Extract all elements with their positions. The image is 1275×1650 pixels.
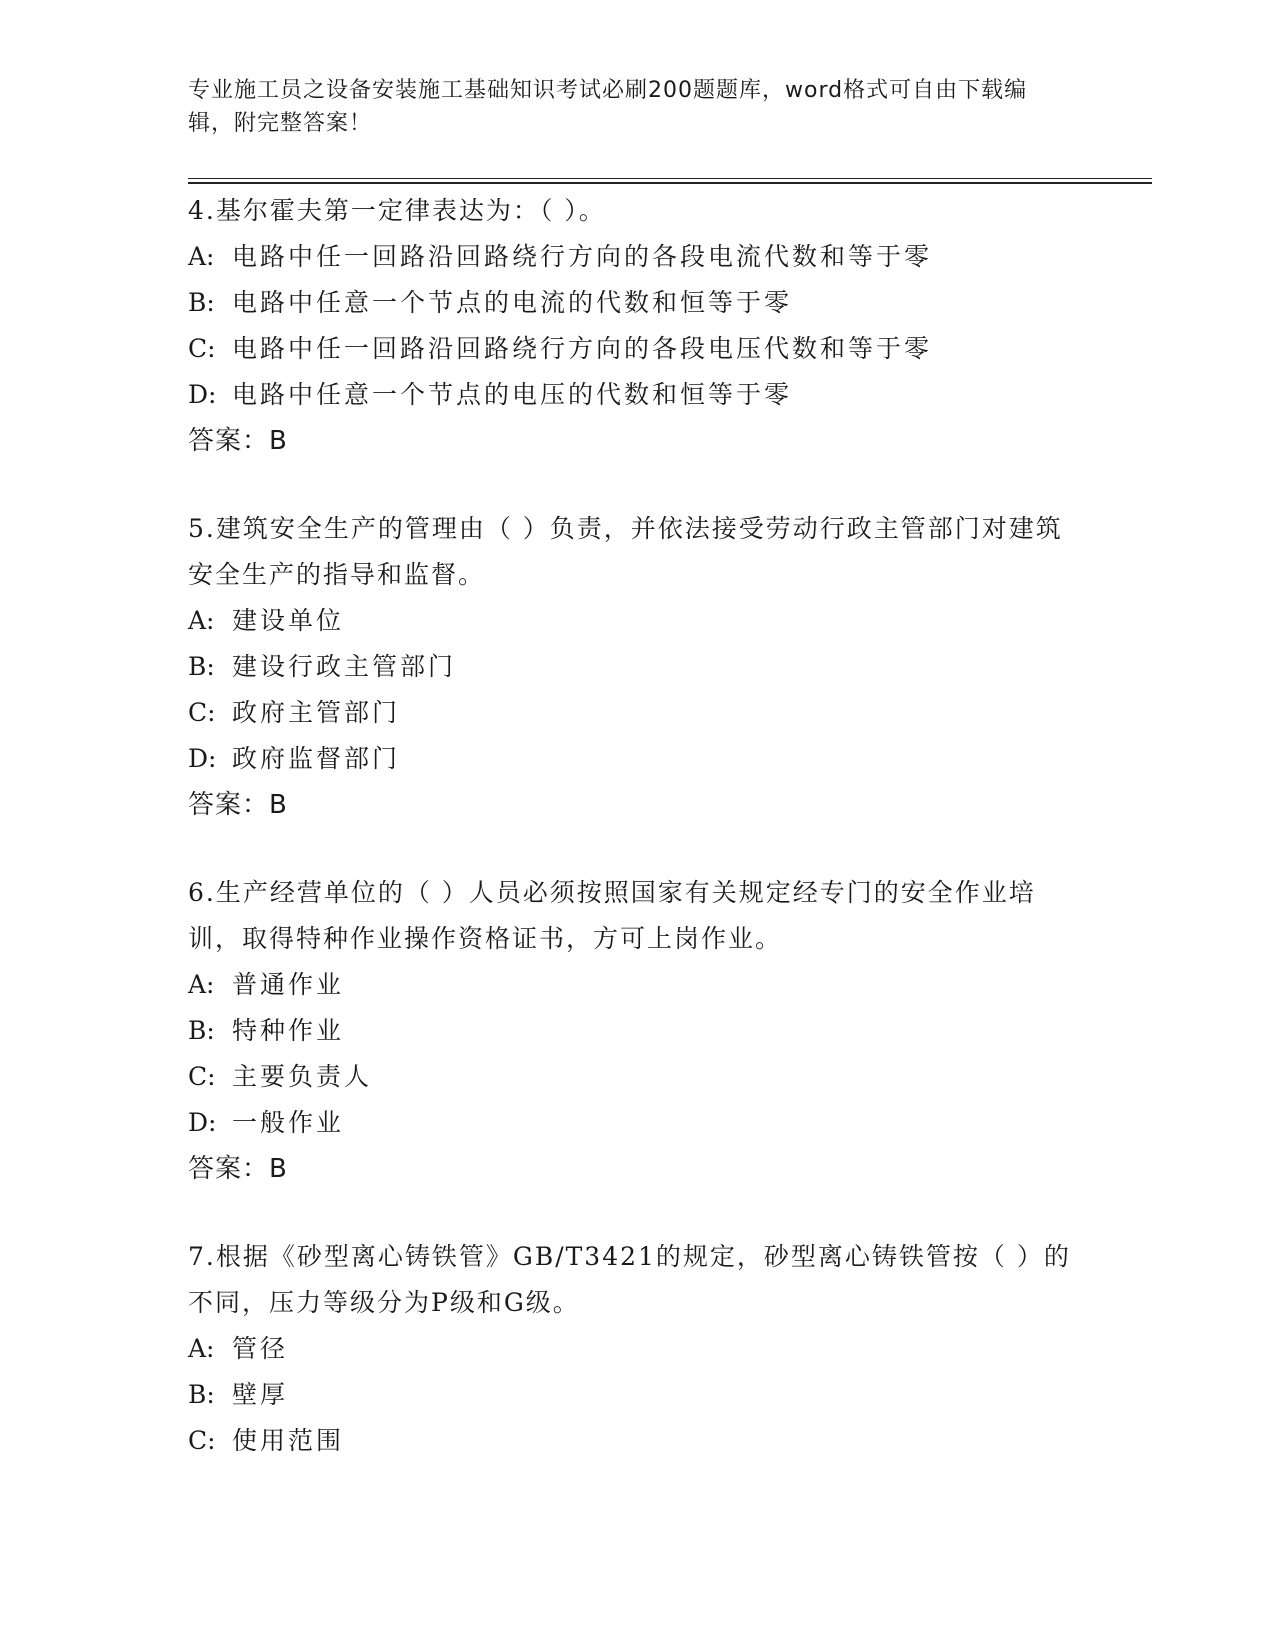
answer-line: 答案：B bbox=[188, 790, 288, 820]
option-text: 使用范围 bbox=[232, 1426, 345, 1455]
question-list bbox=[188, 188, 1088, 1506]
option-key: C: bbox=[188, 1062, 216, 1091]
option-text: 电路中任意一个节点的电流的代数和恒等于零 bbox=[232, 288, 793, 317]
option-key: C: bbox=[188, 698, 216, 727]
option-key: B: bbox=[188, 1380, 215, 1409]
option-d bbox=[188, 372, 1088, 418]
option-text: 电路中任一回路沿回路绕行方向的各段电压代数和等于零 bbox=[232, 334, 933, 363]
option-text: 建设单位 bbox=[232, 606, 345, 635]
question-stem: 5.建筑安全生产的管理由（ ）负责，并依法接受劳动行政主管部门对建筑安全生产的指导和监督。 bbox=[188, 514, 1063, 589]
document-title: 专业施工员之设备安装施工基础知识考试必刷200题题库，word格式可自由下载编辑，附完整答案！ bbox=[188, 78, 1028, 136]
option-c bbox=[188, 1054, 1088, 1100]
question-6 bbox=[188, 870, 1088, 1192]
option-text: 电路中任一回路沿回路绕行方向的各段电流代数和等于零 bbox=[232, 242, 933, 271]
option-a bbox=[188, 962, 1088, 1008]
option-text: 壁厚 bbox=[232, 1380, 289, 1409]
option-c bbox=[188, 1418, 1088, 1464]
option-b bbox=[188, 1372, 1088, 1418]
option-a bbox=[188, 1326, 1088, 1372]
option-key: B: bbox=[188, 1016, 215, 1045]
header-divider bbox=[188, 178, 1152, 184]
option-key: D: bbox=[188, 380, 217, 409]
answer-line: 答案：B bbox=[188, 1154, 288, 1184]
option-text: 特种作业 bbox=[232, 1016, 345, 1045]
option-text: 一般作业 bbox=[232, 1108, 345, 1137]
option-c bbox=[188, 326, 1088, 372]
answer-line: 答案：B bbox=[188, 426, 288, 456]
question-stem: 7.根据《砂型离心铸铁管》GB/T3421的规定，砂型离心铸铁管按（ ）的不同，压力等级分为P级和G级。 bbox=[188, 1242, 1071, 1317]
option-text: 管径 bbox=[232, 1334, 289, 1363]
option-key: B: bbox=[188, 652, 215, 681]
option-a bbox=[188, 234, 1088, 280]
option-b bbox=[188, 280, 1088, 326]
option-text: 建设行政主管部门 bbox=[232, 652, 457, 681]
option-d bbox=[188, 736, 1088, 782]
option-key: D: bbox=[188, 1108, 217, 1137]
option-b bbox=[188, 1008, 1088, 1054]
option-text: 主要负责人 bbox=[232, 1062, 373, 1091]
option-text: 电路中任意一个节点的电压的代数和恒等于零 bbox=[232, 380, 793, 409]
option-text: 政府主管部门 bbox=[232, 698, 401, 727]
question-7 bbox=[188, 1234, 1088, 1464]
option-key: A: bbox=[188, 970, 215, 999]
option-key: D: bbox=[188, 744, 217, 773]
option-key: A: bbox=[188, 242, 215, 271]
option-d bbox=[188, 1100, 1088, 1146]
question-stem: 6.生产经营单位的（ ）人员必须按照国家有关规定经专门的安全作业培训，取得特种作业操作资格证书，方可上岗作业。 bbox=[188, 878, 1036, 953]
option-text: 普通作业 bbox=[232, 970, 345, 999]
question-5 bbox=[188, 506, 1088, 828]
option-key: A: bbox=[188, 1334, 215, 1363]
option-c bbox=[188, 690, 1088, 736]
question-stem: 4.基尔霍夫第一定律表达为：（ ）。 bbox=[188, 196, 606, 225]
option-key: A: bbox=[188, 606, 215, 635]
question-4 bbox=[188, 188, 1088, 464]
option-key: C: bbox=[188, 1426, 216, 1455]
document-header bbox=[188, 74, 1068, 140]
option-b bbox=[188, 644, 1088, 690]
option-key: C: bbox=[188, 334, 216, 363]
option-a bbox=[188, 598, 1088, 644]
option-key: B: bbox=[188, 288, 215, 317]
option-text: 政府监督部门 bbox=[232, 744, 401, 773]
